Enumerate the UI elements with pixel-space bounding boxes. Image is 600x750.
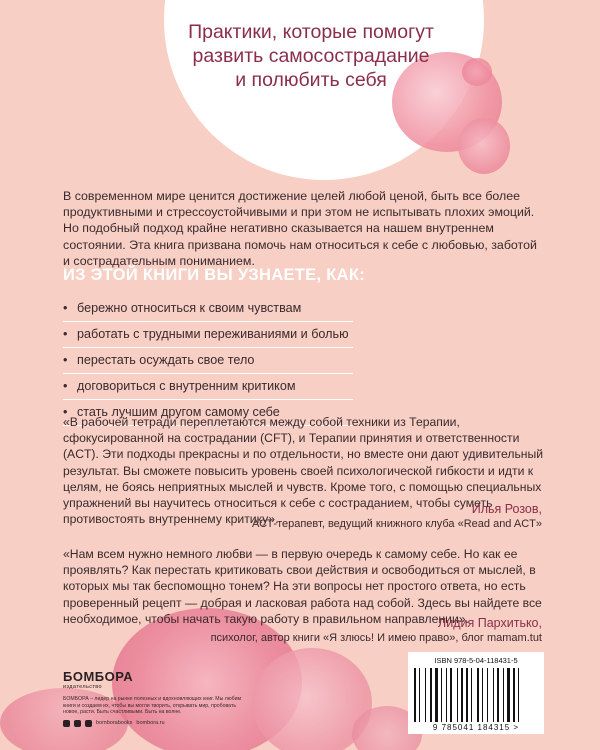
social-handle[interactable]: bomborabooks	[96, 720, 133, 727]
barcode-bar	[453, 668, 456, 722]
barcode-bar	[439, 668, 440, 722]
bullet-icon: •	[63, 353, 68, 367]
barcode-bar	[419, 668, 420, 722]
barcode-bar	[495, 668, 496, 722]
barcode-bar	[477, 668, 479, 722]
barcode-bar	[500, 668, 502, 722]
review-quote-2: «Нам всем нужно немного любви — в первую очередь к самому себе. Но как ее проявлять? Как перестать критиковать свои действия и освободиться от мыслей, в которых мы так беспомощно тонем? На эти вопросы нет простого ответа, но есть проверенный рецепт — добрая и ласковая работа над собой. Здесь вы найдете все необходимое, чтобы начать такую работу в правильном направлении».	[63, 547, 542, 626]
publisher-website[interactable]: bombora.ru	[136, 720, 165, 727]
barcode-bar	[427, 668, 429, 722]
barcode-digits: 9 785041 184315 >	[432, 723, 520, 732]
barcode-bar	[459, 668, 460, 722]
barcode-bar	[414, 668, 416, 722]
barcode-bar	[450, 668, 452, 722]
barcode-bar	[487, 668, 488, 722]
learn-list	[63, 296, 353, 426]
bullet-icon: •	[63, 405, 68, 419]
bullet-icon: •	[63, 327, 68, 341]
review-author-1: Илья Розов,	[471, 502, 542, 516]
isbn-barcode-box	[408, 652, 544, 734]
headline: Практики, которые помогут развить самосострадание и полюбить себя	[188, 21, 434, 91]
list-item	[63, 296, 353, 322]
barcode-bar	[497, 668, 499, 722]
barcode-bar	[443, 668, 445, 722]
vk-icon[interactable]	[63, 720, 70, 727]
barcode-bar	[503, 668, 504, 722]
bullet-icon: •	[63, 379, 68, 393]
watercolor-blob	[462, 58, 492, 86]
barcode-bar	[482, 668, 483, 722]
barcode-bar	[466, 668, 468, 722]
list-item	[63, 322, 353, 348]
barcode-bar	[473, 668, 476, 722]
barcode-bar	[513, 668, 515, 722]
barcode-bar	[471, 668, 472, 722]
barcode-bar	[489, 668, 492, 722]
barcode-icon	[414, 668, 538, 722]
barcode-bar	[430, 668, 432, 722]
barcode-bar	[435, 668, 438, 722]
intro-paragraph: В современном мире ценится достижение целей любой ценой, быть все более продуктивными и стрессоустойчивыми и при этом не испытывать плохих эмоций. Но подобный подход крайне негативно сказывается на нашем внутреннем состоянии. Эта книга призвана помочь нам относиться к себе с любовью, заботой и сострадательным пониманием.	[63, 189, 537, 268]
barcode-bar	[425, 668, 426, 722]
list-item-label: бережно относиться к своим чувствам	[77, 301, 302, 315]
review-author-2: Лидия Пархитько,	[438, 616, 542, 630]
learn-section-title: ИЗ ЭТОЙ КНИГИ ВЫ УЗНАЕТЕ, КАК:	[63, 266, 366, 284]
publisher-links	[63, 720, 253, 727]
list-item-label: работать с трудными переживаниями и болью	[77, 327, 349, 341]
barcode-bar	[520, 668, 522, 722]
barcode-bar	[505, 668, 506, 722]
review-quote-1: «В рабочей тетради переплетаются между собой техники из Терапии, сфокусированной на сострадании (CFT), и Терапии принятия и ответственности (ACT). Эти подходы прекрасны и по отдельности, но вместе они дают удивительный результат. Вы сможете повысить уровень своей психологической гибкости и идти к целям, не боясь неприятных мыслей и чувств. Кроме того, с помощью специальных упражнений вы научитесь относиться к себе с состраданием, чтобы суметь противостоять внутреннему критику».	[63, 415, 544, 527]
publisher-logo: БОМБОРА	[63, 669, 134, 684]
barcode-bar	[441, 668, 442, 722]
publisher-description: БОМБОРА – лидер на рынке полезных и вдохновляющих книг. Мы любим книги и создаем их, чтобы вы могли творить, открывать мир, пробовать новое, расти. Быть счастливыми. Быть на волне.	[63, 696, 242, 716]
barcode-bar	[507, 668, 510, 722]
barcode-bar	[461, 668, 463, 722]
barcode-bar	[448, 668, 449, 722]
barcode-bar	[516, 668, 517, 722]
list-item	[63, 374, 353, 400]
publisher-block	[63, 670, 253, 727]
bullet-icon: •	[63, 301, 68, 315]
barcode-bar	[417, 668, 418, 722]
watercolor-blob	[458, 118, 510, 174]
barcode-bar	[433, 668, 434, 722]
barcode-bar	[464, 668, 465, 722]
isbn-label: ISBN 978-5-04-118431-5	[434, 656, 518, 665]
barcode-bar	[493, 668, 494, 722]
barcode-bar	[518, 668, 519, 722]
barcode-bar	[469, 668, 470, 722]
barcode-bar	[457, 668, 458, 722]
review-author-1-role: АСТ-терапевт, ведущий книжного клуба «Read and ACT»	[252, 518, 542, 530]
barcode-bar	[484, 668, 486, 722]
telegram-icon[interactable]	[74, 720, 81, 727]
publisher-subtitle: издательство	[63, 684, 103, 690]
list-item	[63, 348, 353, 374]
barcode-bar	[421, 668, 424, 722]
review-author-2-role: психолог, автор книги «Я злюсь! И имею право», блог mamam.tut	[210, 632, 542, 644]
list-item-label: договориться с внутренним критиком	[77, 379, 296, 393]
list-item-label: стать лучшим другом самому себе	[77, 405, 280, 419]
barcode-bar	[446, 668, 447, 722]
barcode-bar	[480, 668, 481, 722]
barcode-bar	[511, 668, 512, 722]
odnoklassniki-icon[interactable]	[85, 720, 92, 727]
list-item-label: перестать осуждать свое тело	[77, 353, 255, 367]
